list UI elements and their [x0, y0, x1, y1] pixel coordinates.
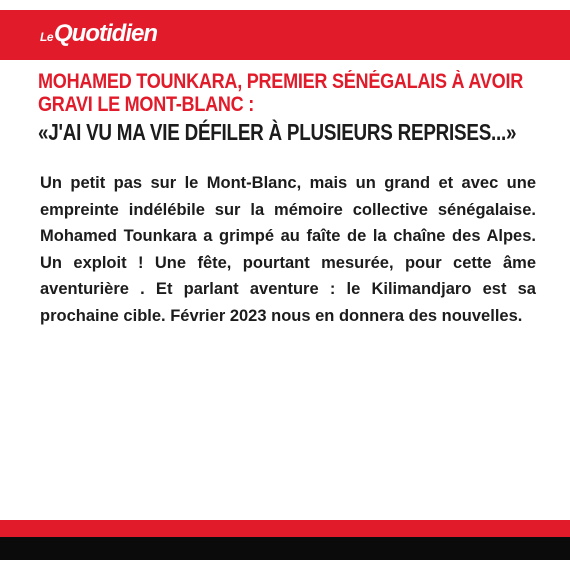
footer-red-bar — [0, 520, 570, 537]
newspaper-logo — [40, 20, 157, 48]
footer-black-bar — [0, 537, 570, 560]
article-quote: «J'AI VU MA VIE DÉFILER À PLUSIEURS REPRISES...» — [38, 119, 517, 145]
article-body: Un petit pas sur le Mont-Blanc, mais un grand et avec une empreinte indélébile sur la mémoire collective sénégalaise. Mohamed Tounkara a grimpé au faîte de la chaîne des Alpes. Un exploit ! Une fête, pourtant mesurée, pour cette âme aventurière . Et parlant aventure : le Kilimandjaro est sa prochaine cible. Février 2023 nous en donnera des nouvelles. — [40, 174, 536, 325]
article-headline: MOHAMED TOUNKARA, PREMIER SÉNÉGALAIS À AVOIR GRAVI LE MONT-BLANC : — [38, 70, 523, 116]
logo-name: Quotidien — [54, 20, 157, 47]
header-bar — [0, 10, 570, 60]
logo-prefix: Le — [40, 30, 54, 44]
